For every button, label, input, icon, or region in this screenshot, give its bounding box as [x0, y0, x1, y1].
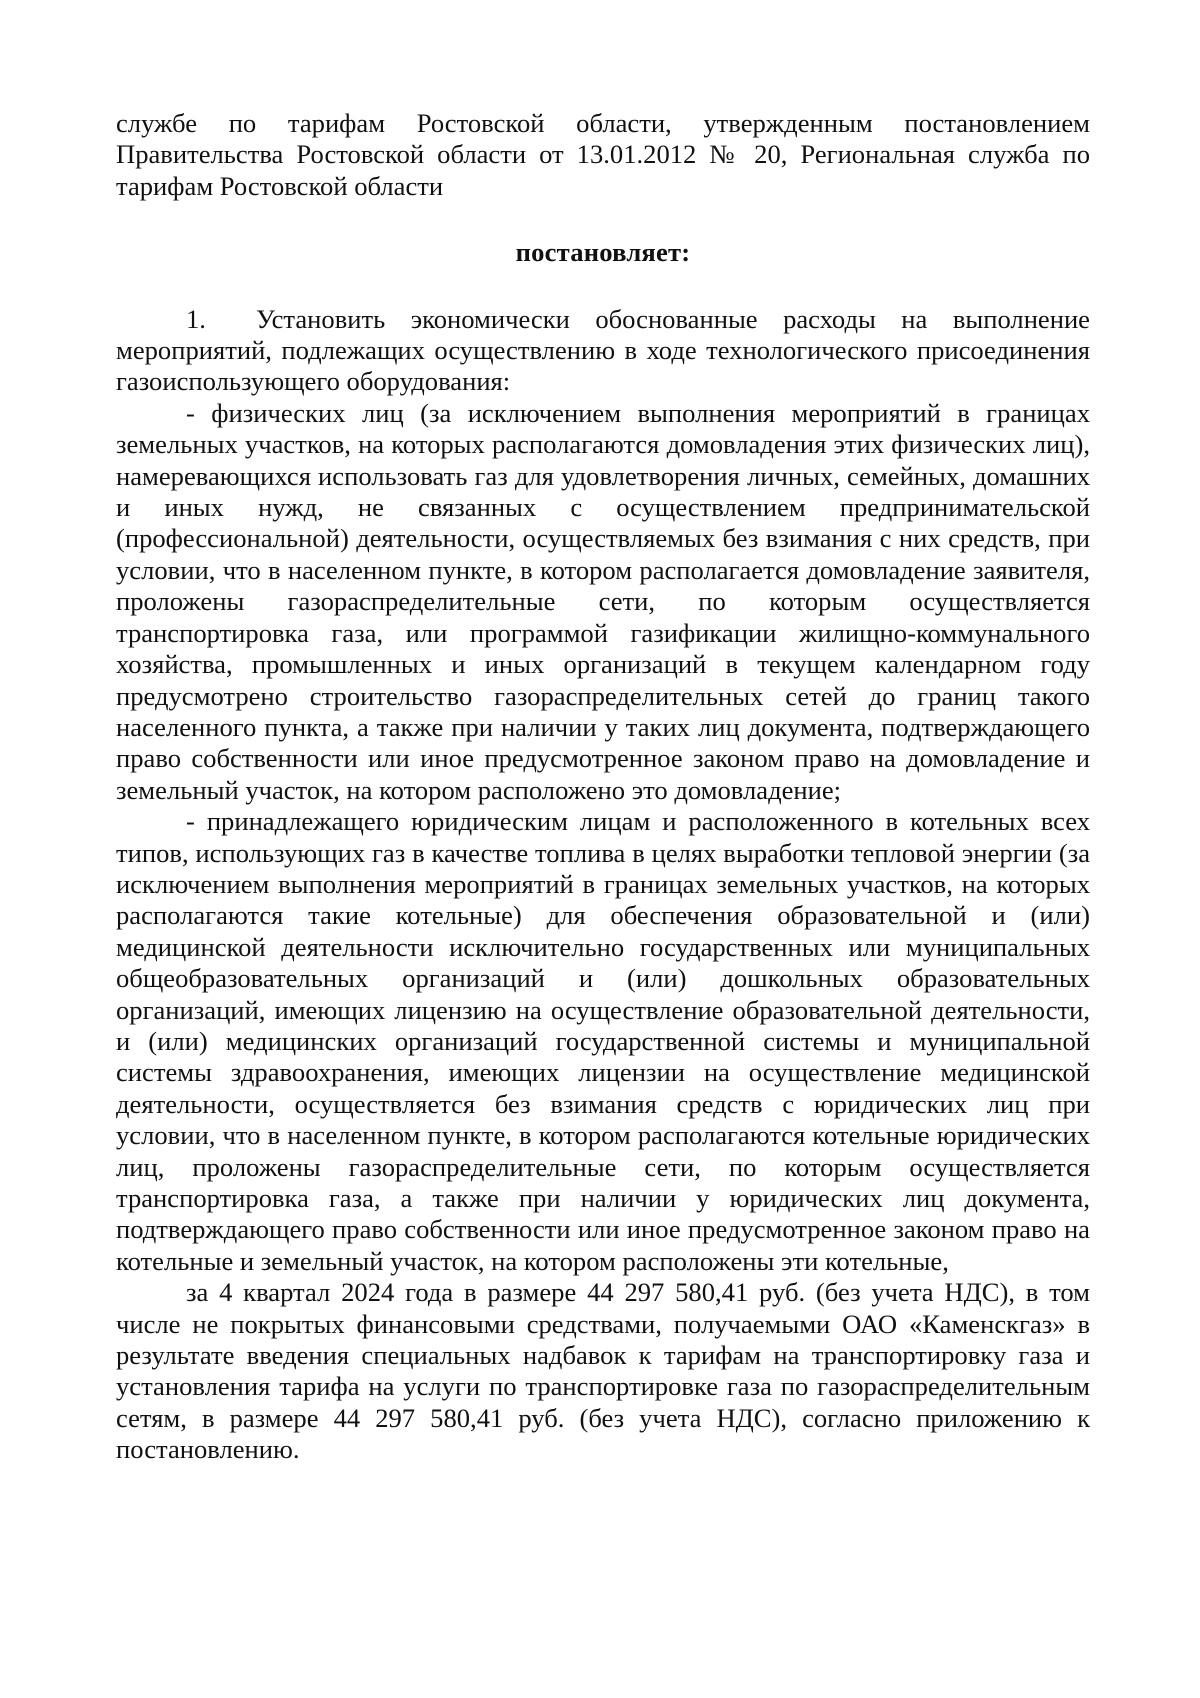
point-1-text: Установить экономически обоснованные расходы на выполнение мероприятий, подлежащих осуществлению в ходе технологического присоединения газоиспользующего оборудования: [116, 303, 1090, 397]
intro-paragraph: службе по тарифам Ростовской области, утвержденным постановлением Правительства Ростовской области от 13.01.2012 № 20, Региональная служба по тарифам Ростовской области [116, 108, 1090, 201]
resolves-heading: постановляет: [515, 237, 691, 268]
amount-paragraph: за 4 квартал 2024 года в размере 44 297 580,41 руб. (без учета НДС), в том числе не покрытых финансовыми средствами, получаемыми ОАО «Каменскгаз» в результате введения специальных надбавок к тарифам на транспортировку газа и установления тарифа на услуги по транспортировке газа по газораспределительным сетям, в размере 44 297 580,41 руб. (без учета НДС), согласно приложению к постановлению. [116, 1277, 1090, 1465]
point-1-number: 1. [186, 303, 206, 334]
bullet-legal-entities: - принадлежащего юридическим лицам и расположенного в котельных всех типов, использующих газ в качестве топлива в целях выработки тепловой энергии (за исключением выполнения мероприятий в границах земельных участков, на которых располагаются такие котельные) для обеспечения образовательной и (или) медицинской деятельности исключительно государственных или муниципальных общеобразовательных организаций и (или) дошкольных образовательных организаций, имеющих лицензию на осуществление образовательной деятельности, и (или) медицинских организаций государственной системы и муниципальной системы здравоохранения, имеющих лицензии на осуществление медицинской деятельности, осуществляется без взимания средств с юридических лиц при условии, что в населенном пункте, в котором располагаются котельные юридических лиц, проложены газораспределительные сети, по которым осуществляется транспортировка газа, а также при наличии у юридических лиц документа, подтверждающего право собственности или иное предусмотренное законом право на котельные и земельный участок, на котором расположены эти котельные, [116, 806, 1090, 1276]
document-page [116, 108, 1090, 1466]
bullet-individuals: - физических лиц (за исключением выполнения мероприятий в границах земельных участков, на которых располагаются домовладения этих физических лиц), намеревающихся использовать газ для удовлетворения личных, семейных, домашних и иных нужд, не связанных с осуществлением предпринимательской (профессиональной) деятельности, осуществляемых без взимания с них средств, при условии, что в населенном пункте, в котором располагается домовладение заявителя, проложены газораспределительные сети, по которым осуществляется транспортировка газа, или программой газификации жилищно-коммунального хозяйства, промышленных и иных организаций в текущем календарном году предусмотрено строительство газораспределительных сетей до границ такого населенного пункта, а также при наличии у таких лиц документа, подтверждающего право собственности или иное предусмотренное законом право на домовладение и земельный участок, на котором расположено это домовладение; [116, 397, 1090, 805]
point-1-paragraph [116, 304, 1090, 398]
